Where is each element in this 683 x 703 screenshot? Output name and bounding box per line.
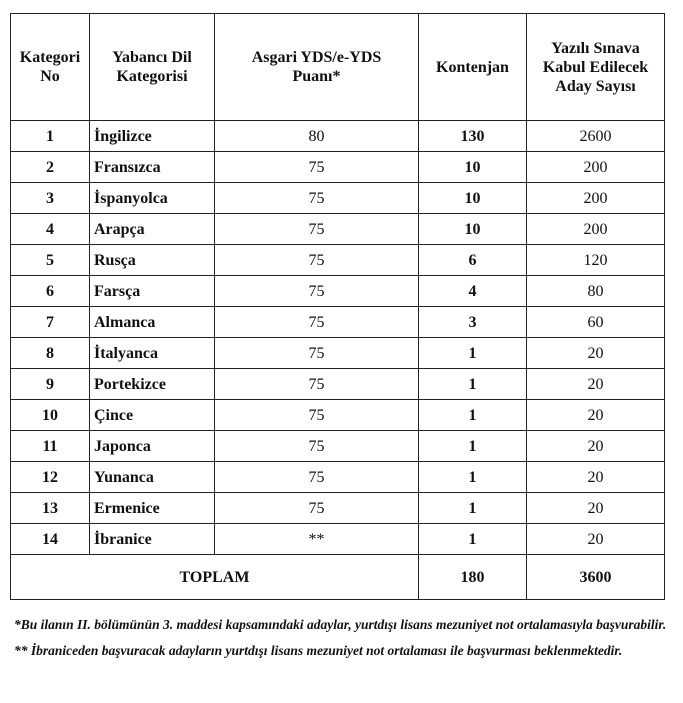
candidate-count-cell: 20 xyxy=(527,431,665,462)
footnote-1: *Bu ilanın II. bölümünün 3. maddesi kapsamındaki adaylar, yurtdışı lisans mezuniyet not ortalamasıyla başvurabilir. xyxy=(14,617,667,632)
quota-cell: 1 xyxy=(419,493,527,524)
score-cell: 75 xyxy=(215,183,419,214)
score-cell: 75 xyxy=(215,338,419,369)
language-cell: Japonca xyxy=(90,431,215,462)
language-cell: Portekizce xyxy=(90,369,215,400)
score-cell: 75 xyxy=(215,431,419,462)
category-no-cell: 9 xyxy=(11,369,90,400)
quota-cell: 1 xyxy=(419,462,527,493)
quota-cell: 10 xyxy=(419,152,527,183)
header-category-no: Kategori No xyxy=(11,14,90,121)
candidate-count-cell: 20 xyxy=(527,524,665,555)
language-cell: İtalyanca xyxy=(90,338,215,369)
score-cell: 75 xyxy=(215,152,419,183)
quota-cell: 4 xyxy=(419,276,527,307)
quota-cell: 3 xyxy=(419,307,527,338)
table-row xyxy=(11,245,665,276)
header-language-category: Yabancı Dil Kategorisi xyxy=(90,14,215,121)
score-cell: ** xyxy=(215,524,419,555)
language-quota-table xyxy=(10,13,665,600)
total-row xyxy=(11,555,665,600)
category-no-cell: 8 xyxy=(11,338,90,369)
language-cell: Yunanca xyxy=(90,462,215,493)
score-cell: 75 xyxy=(215,214,419,245)
footnotes xyxy=(14,613,674,663)
candidate-count-cell: 20 xyxy=(527,493,665,524)
table-row xyxy=(11,121,665,152)
category-no-cell: 7 xyxy=(11,307,90,338)
quota-cell: 130 xyxy=(419,121,527,152)
language-cell: Farsça xyxy=(90,276,215,307)
candidate-count-cell: 2600 xyxy=(527,121,665,152)
category-no-cell: 14 xyxy=(11,524,90,555)
quota-cell: 10 xyxy=(419,214,527,245)
table-row xyxy=(11,338,665,369)
score-cell: 75 xyxy=(215,307,419,338)
category-no-cell: 5 xyxy=(11,245,90,276)
category-no-cell: 4 xyxy=(11,214,90,245)
table-row xyxy=(11,524,665,555)
table-row xyxy=(11,400,665,431)
table-row xyxy=(11,493,665,524)
candidate-count-cell: 200 xyxy=(527,183,665,214)
table-row xyxy=(11,431,665,462)
candidate-count-cell: 20 xyxy=(527,462,665,493)
quota-cell: 1 xyxy=(419,338,527,369)
score-cell: 75 xyxy=(215,493,419,524)
quota-cell: 1 xyxy=(419,524,527,555)
table-row xyxy=(11,152,665,183)
candidate-count-cell: 20 xyxy=(527,369,665,400)
table-row xyxy=(11,307,665,338)
category-no-cell: 13 xyxy=(11,493,90,524)
header-quota: Kontenjan xyxy=(419,14,527,121)
candidate-count-cell: 120 xyxy=(527,245,665,276)
score-cell: 80 xyxy=(215,121,419,152)
total-label: TOPLAM xyxy=(11,555,419,600)
score-cell: 75 xyxy=(215,369,419,400)
category-no-cell: 10 xyxy=(11,400,90,431)
quota-cell: 1 xyxy=(419,400,527,431)
candidate-count-cell: 20 xyxy=(527,338,665,369)
table-row xyxy=(11,369,665,400)
language-cell: İbranice xyxy=(90,524,215,555)
table-row xyxy=(11,183,665,214)
table-row xyxy=(11,276,665,307)
total-candidates: 3600 xyxy=(527,555,665,600)
score-cell: 75 xyxy=(215,245,419,276)
quota-cell: 1 xyxy=(419,431,527,462)
total-quota: 180 xyxy=(419,555,527,600)
quota-cell: 1 xyxy=(419,369,527,400)
candidate-count-cell: 200 xyxy=(527,152,665,183)
candidate-count-cell: 60 xyxy=(527,307,665,338)
score-cell: 75 xyxy=(215,276,419,307)
category-no-cell: 6 xyxy=(11,276,90,307)
language-cell: Arapça xyxy=(90,214,215,245)
score-cell: 75 xyxy=(215,462,419,493)
table-header-row xyxy=(11,14,665,121)
category-no-cell: 1 xyxy=(11,121,90,152)
language-cell: Rusça xyxy=(90,245,215,276)
language-cell: İspanyolca xyxy=(90,183,215,214)
footnote-2: ** İbraniceden başvuracak adayların yurtdışı lisans mezuniyet not ortalaması ile başvurması beklenmektedir. xyxy=(14,643,623,658)
quota-cell: 6 xyxy=(419,245,527,276)
table-row xyxy=(11,214,665,245)
category-no-cell: 11 xyxy=(11,431,90,462)
language-cell: Almanca xyxy=(90,307,215,338)
language-cell: Ermenice xyxy=(90,493,215,524)
candidate-count-cell: 80 xyxy=(527,276,665,307)
candidate-count-cell: 200 xyxy=(527,214,665,245)
table-row xyxy=(11,462,665,493)
quota-cell: 10 xyxy=(419,183,527,214)
category-no-cell: 3 xyxy=(11,183,90,214)
language-cell: Fransızca xyxy=(90,152,215,183)
candidate-count-cell: 20 xyxy=(527,400,665,431)
header-candidate-count: Yazılı Sınava Kabul Edilecek Aday Sayısı xyxy=(527,14,665,121)
category-no-cell: 12 xyxy=(11,462,90,493)
language-cell: Çince xyxy=(90,400,215,431)
score-cell: 75 xyxy=(215,400,419,431)
header-min-score: Asgari YDS/e-YDS Puanı* xyxy=(215,14,419,121)
language-cell: İngilizce xyxy=(90,121,215,152)
category-no-cell: 2 xyxy=(11,152,90,183)
